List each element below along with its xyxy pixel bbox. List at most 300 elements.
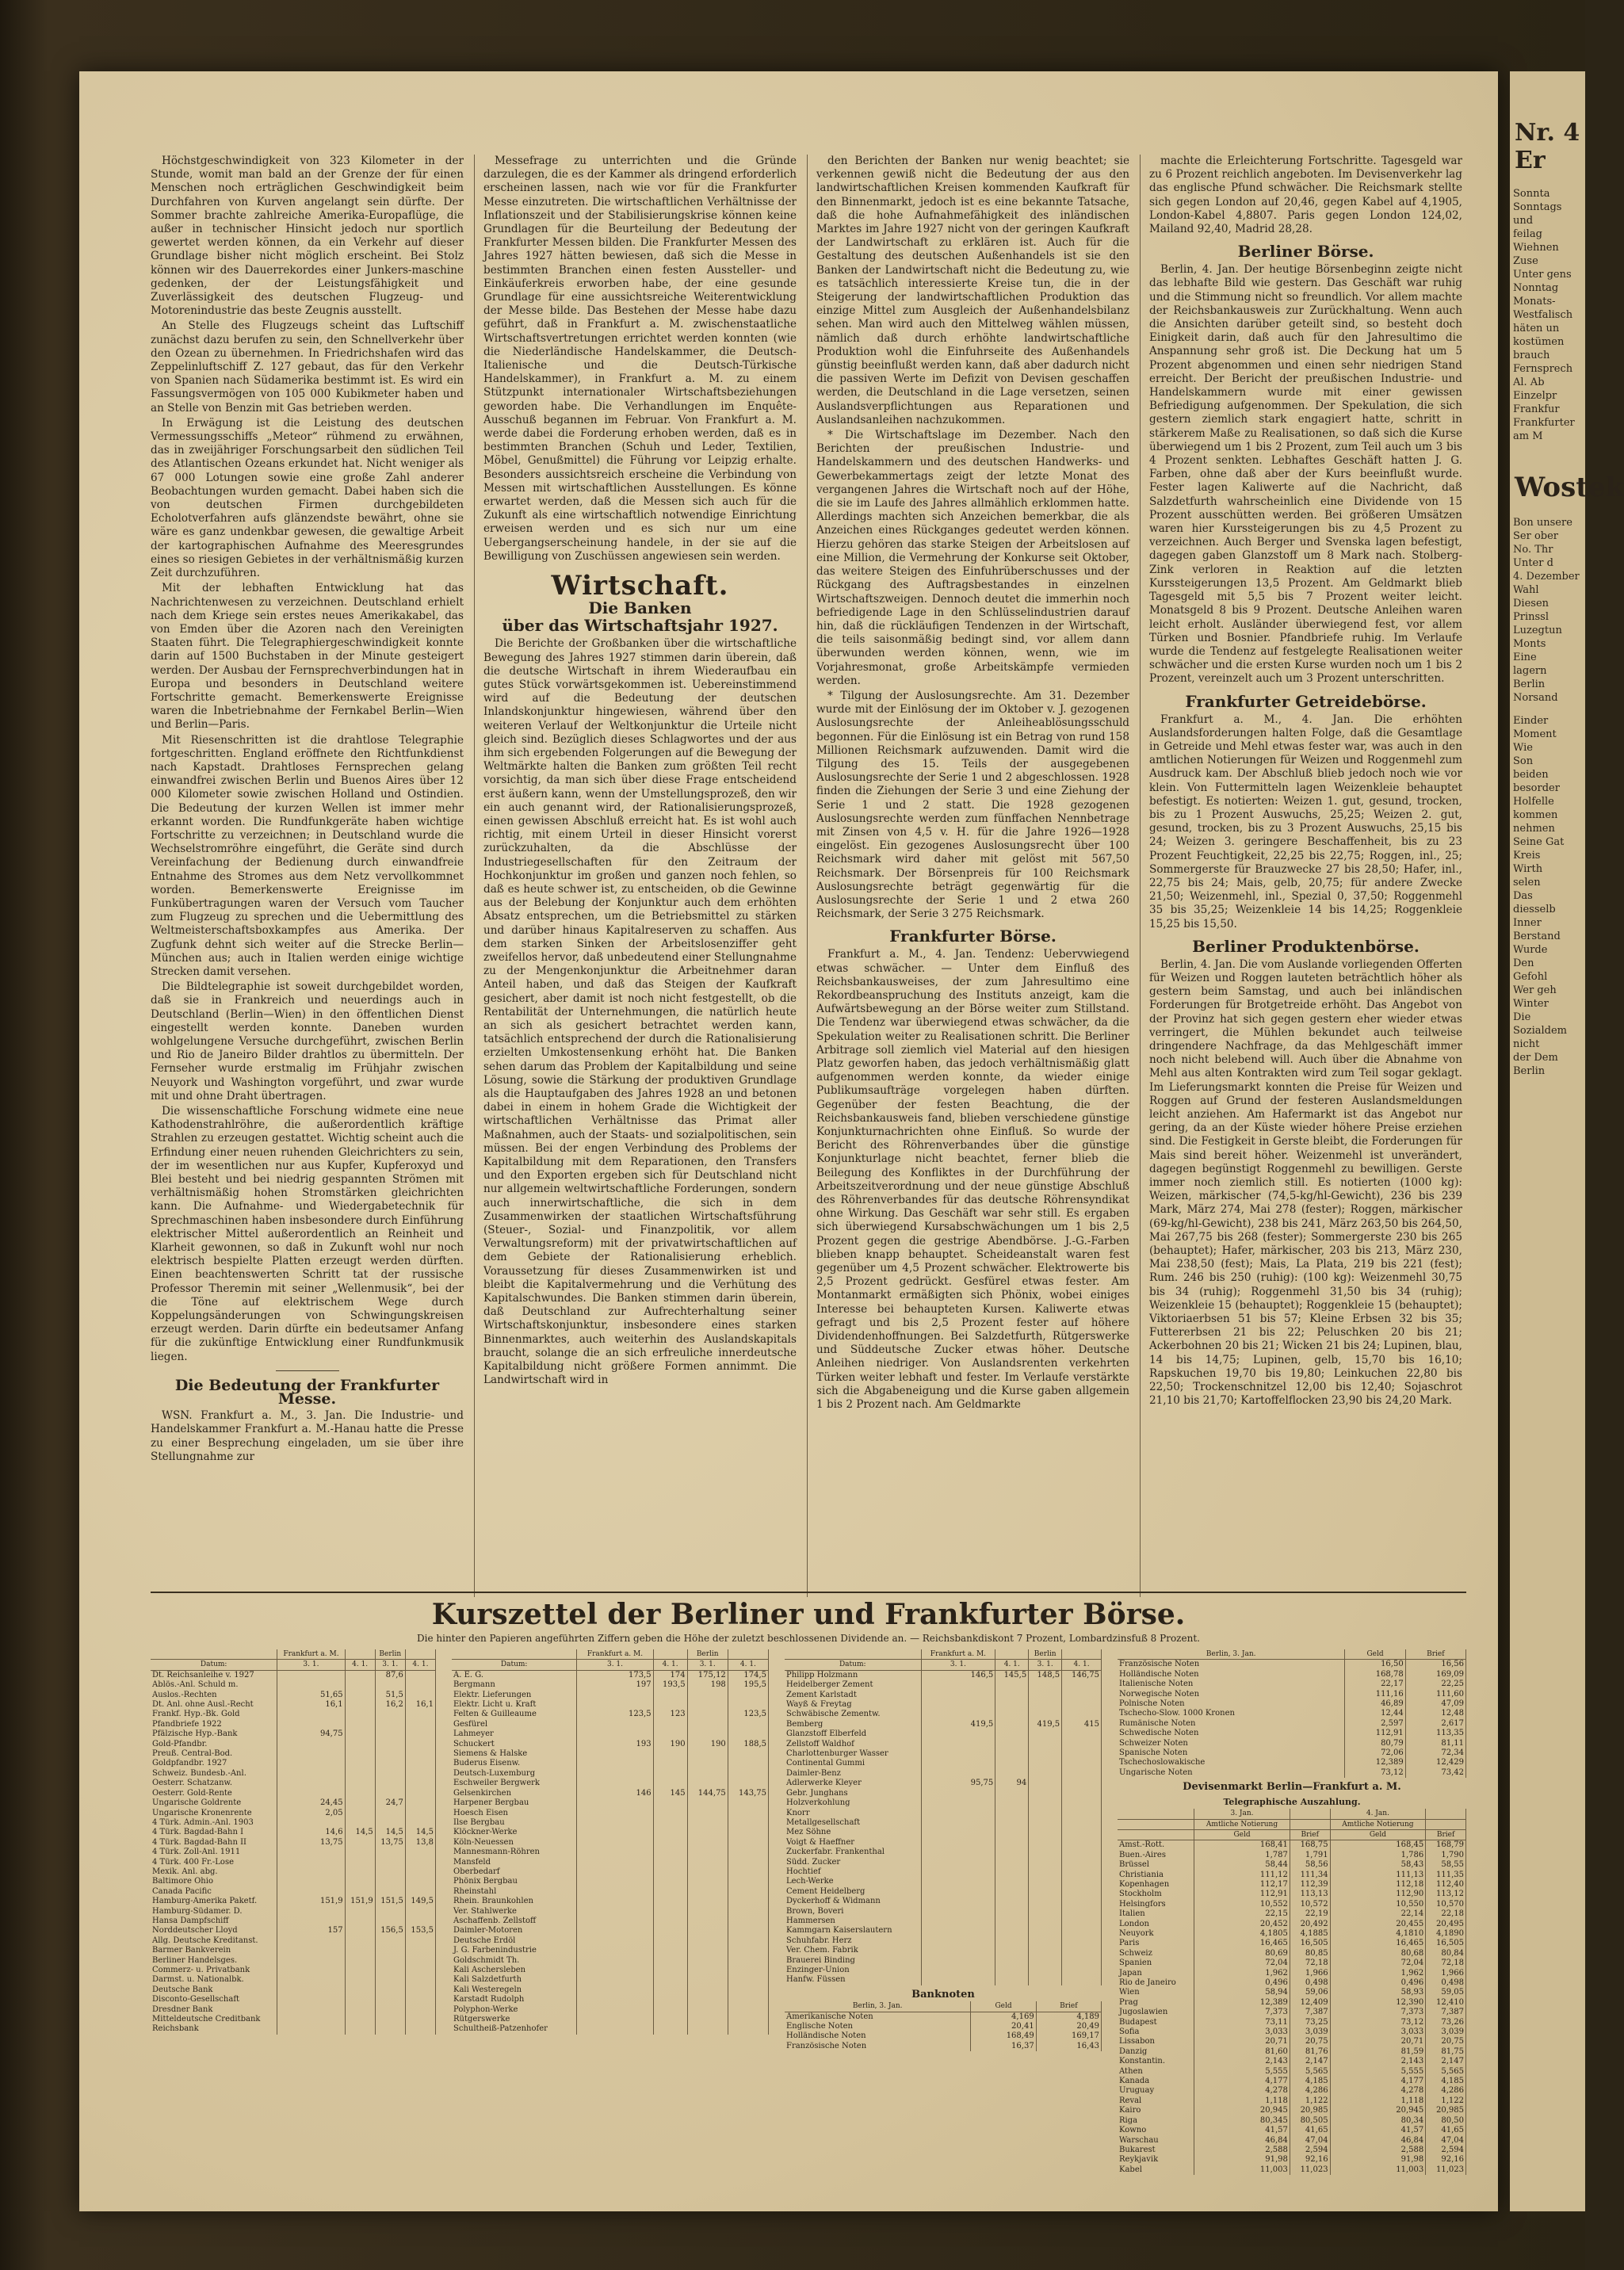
cell-value: 11,003 <box>1330 2165 1426 2175</box>
cell-value <box>345 1936 375 1946</box>
table-row <box>785 1680 1102 1690</box>
cell-value: 94 <box>995 1779 1029 1788</box>
table-row <box>452 1769 769 1779</box>
table-row <box>151 1966 436 1975</box>
cell-value <box>345 1818 375 1828</box>
cell-value: 4,286 <box>1290 2086 1330 2096</box>
cell-value <box>728 1691 768 1700</box>
cell-value <box>653 1956 687 1966</box>
cell-value: 16,505 <box>1426 1939 1466 1948</box>
cell-value <box>728 2024 768 2034</box>
frankfurt-boerse-text: Frankfurt a. M., 4. Jan. Tendenz: Uebervwiegend etwas schwächer. — Unter dem Einfluß des Reichsbankausweises, der zum Jahresultimo eine Rekordbeanspruchung des Instituts anzeigt, kam die Aufwärtsbewegung an der Börse weiter zum Stillstand. Die Tendenz war überwiegend etwas schwächer, da die Spekulation weiter zu Realisationen schritt. Die Berliner Arbitrage soll ziemlich viel Material auf den hiesigen Platz geworfen haben, das jedoch verhältnismäßig glatt aufgenommen werden konnte, da wieder einige Publikumsaufträge vorgelegen haben dürften. Gegenüber der festen Beachtung, die der Reichsbankausweis fand, blieben verschiedene günstige Konjunkturnachrichten ohne Einfluß. So wurde der Bericht des Röhrenverbandes über die günstige Konjunkturlage nicht beachtet, ferner blieb die Beilegung des Konfliktes in der Durchführung der Arbeitszeitverordnung und der neue günstige Abschluß des Röhrenverbandes für das deutsche Röhrensyndikat ohne Wirkung. Das Geschäft war sehr still. Es ergaben sich überwiegend Kursabschwächungen um 1 bis 2,5 Prozent gegen die gestrige Abendbörse. J.-G.-Farben blieben knapp behauptet. Scheideanstalt waren fest gegenüber um 4,5 Prozent schwächer. Elektrowerte bis 2,5 Prozent gedrückt. Gesfürel etwas fester. Am Montanmarkt ermäßigten sich Phönix, wobei einiges Interesse bei behaupteten Kursen. Kaliwerte etwas gefragt und bis 2,5 Prozent fester auf höhere Dividendenhoffnungen. Bei Salzdetfurth, Rütgerswerke und Süddeutsche Zucker etwas höher. Deutsche Anleihen niedriger. Von Auslandsrenten verkehrten Türken weiter lebhaft und fester. Im Verlaufe verstärkte sich die Abgabeneigung und die Kurse gaben allgemein 1 bis 2 Prozent nach. Am Geldmarkte <box>816 948 1129 1412</box>
cell-value: 146 <box>577 1789 653 1798</box>
cell-value <box>995 1749 1029 1759</box>
kurszettel <box>151 1597 1466 2174</box>
cell-value <box>1029 1936 1062 1946</box>
cell-value <box>995 1858 1029 1867</box>
row-label <box>1118 1819 1194 1829</box>
row-label: Kali Aschersleben <box>452 1966 577 1975</box>
cell-value <box>728 1649 768 1660</box>
cell-value <box>277 1867 345 1877</box>
cell-value <box>1062 1966 1102 1975</box>
cell-value <box>995 1887 1029 1897</box>
cell-value: 20,495 <box>1426 1920 1466 1929</box>
paragraph: den Berichten der Banken nur wenig beachtet; sie verkennen gewiß nicht die Bedeutung der aus den landwirtschaftlichen Kreisen kommenden Kaufkraft für den Binnenmarkt, jedoch ist es eine bekannte Tatsache, daß die hohe Aufnahmefähigkeit des inländischen Marktes im Jahre 1927 nicht von der geringen Kaufkraft der Landwirtschaft zu erklären ist. Auch für die Gestaltung des deutschen Außenhandels ist sie den Banken der Landwirtschaft nicht die Bedeutung zu, wie es tatsächlich interessierte Kreise tun, die in der Steigerung der landwirtschaftlichen Produktion das einzige Mittel zum Ausgleich der Außenhandelsbilanz sehen. Man wird auch den Mittelweg wählen müssen, nämlich daß durch erhöhte landwirtschaftliche Produktion wohl die Einfuhrseite des Außenhandels günstig beeinflußt werden kann, daß aber dadurch nicht die passiven Werte im Defizit von Devisen geschaffen werden, die Deutschland in die Lage versetzen, seinen Auslandsverpflichtungen aus Reparationen und Auslandsanleihen nachzukommen. <box>816 155 1129 426</box>
cell-value <box>687 2005 728 2015</box>
cell-value <box>577 1729 653 1739</box>
row-label: Voigt & Haeffner <box>785 1838 921 1848</box>
cell-value: 81,76 <box>1290 2047 1330 2057</box>
cell-value: 174,5 <box>728 1670 768 1680</box>
cell-value <box>921 1749 995 1759</box>
table-row <box>1118 2057 1466 2066</box>
row-label: Disconto-Gesellschaft <box>151 1995 277 2004</box>
cell-value <box>995 1700 1029 1710</box>
cell-value: 11,023 <box>1290 2165 1330 2175</box>
table-row <box>151 1975 436 1985</box>
cell-value <box>687 1769 728 1779</box>
cell-value <box>1029 1789 1062 1798</box>
cell-value <box>405 1877 435 1886</box>
cell-value: 415 <box>1062 1720 1102 1729</box>
table-row <box>1118 2047 1466 2057</box>
table-row <box>785 1789 1102 1798</box>
table-row <box>151 1887 436 1897</box>
cell-value <box>653 1729 687 1739</box>
row-label: Englische Noten <box>785 2022 971 2031</box>
cell-value <box>653 1917 687 1926</box>
cell-value <box>405 1779 435 1788</box>
cell-value <box>653 2005 687 2015</box>
row-label: Datum: <box>151 1660 277 1670</box>
cell-value <box>277 1887 345 1897</box>
cell-value: 20,49 <box>1036 2022 1101 2031</box>
cell-value: 1,962 <box>1330 1969 1426 1978</box>
cell-value <box>375 1848 405 1857</box>
cell-value: 47,04 <box>1290 2136 1330 2146</box>
table-row <box>452 1838 769 1848</box>
cell-value: 174 <box>653 1670 687 1680</box>
table-row <box>1118 2136 1466 2146</box>
row-label: Französische Noten <box>785 2042 971 2051</box>
row-label: Hansa Dampfschiff <box>151 1917 277 1926</box>
cell-value <box>345 1749 375 1759</box>
cell-value <box>653 1769 687 1779</box>
cell-value <box>995 1907 1029 1917</box>
cell-value: Amtliche Notierung <box>1194 1819 1290 1829</box>
table-row <box>151 1838 436 1848</box>
row-label: Hoesch Eisen <box>452 1809 577 1818</box>
cell-value: 72,04 <box>1194 1959 1290 1968</box>
cell-value <box>405 1975 435 1985</box>
cell-value <box>728 1975 768 1985</box>
cell-value: 1,966 <box>1426 1969 1466 1978</box>
cell-value: 168,49 <box>971 2031 1036 2041</box>
row-label: Datum: <box>452 1660 577 1670</box>
cell-value <box>921 1828 995 1837</box>
cell-value: 123 <box>653 1710 687 1719</box>
cell-value: 123,5 <box>728 1710 768 1719</box>
cell-value <box>345 1907 375 1917</box>
cell-value: Frankfurt a. M. <box>921 1649 995 1660</box>
cell-value: 2,594 <box>1426 2146 1466 2155</box>
cell-value <box>577 1887 653 1897</box>
table-row <box>785 1769 1102 1779</box>
table-row <box>452 1926 769 1936</box>
row-label: Deutsche Erdöl <box>452 1936 577 1946</box>
row-label: Harpener Bergbau <box>452 1798 577 1808</box>
row-label: Italien <box>1118 1909 1194 1919</box>
cell-value <box>405 1729 435 1739</box>
cell-value: 112,39 <box>1290 1880 1330 1890</box>
stock-table-2 <box>452 1649 769 2165</box>
berlin-boerse-text: Berlin, 4. Jan. Der heutige Börsenbeginn zeigte nicht das lebhafte Bild wie gestern. Das Geschäft war ruhig und die Stimmung nicht so freundlich. Vor allem machte der Reichsbankausweis zur Zurückhaltung. Wenn auch die Ansichten darüber geteilt sind, so besteht doch Einigkeit darin, daß auch für den Jahresultimo die Anspannung sehr groß ist. Die Deckung hat um 5 Prozent abgenommen und einen sehr niedrigen Stand erreicht. Der Bericht der preußischen Industrie- und Handelskammern wurde mit einer gewissen Befriedigung aufgenommen. Der Spekulation, die sich gestern ziemlich stark engagiert hatte, schritt in stärkerem Maße zu Realisationen, so daß sich die Kurse überwiegend um 1 bis 2 Prozent, zum Teil auch um 3 bis 4 Prozent senkten. Lebhaftes Geschäft hatten J. G. Farben, ohne daß aber der Kurs beeinflußt wurde. Fester lagen Kaliwerte auf die Nachricht, daß Salzdetfurth wahrscheinlich eine Dividende von 15 Prozent ausschütten werden. Bei größeren Umsätzen waren hier Kurssteigerungen bis zu 4,5 Prozent zu verzeichnen. Auch Berger und Svenska lagen befestigt, dagegen gaben Glanzstoff um 8 Mark nach. Stolberg-Zink verloren in Reaktion auf die letzten Kurssteigerungen 13,5 Prozent. Am Geldmarkt blieb Tagesgeld mit 5,5 bis 7 Prozent weiter leicht. Monatsgeld 8 bis 9 Prozent. Deutsche Anleihen waren leicht erholt. Ausländer überwiegend fest, vor allem Türken und Bosnier. Pfandbriefe ruhig. Im Verlaufe wurde die Tendenz auf festgelegte Realisationen weiter schwächer und die ersten Kurse wurden noch um 1 bis 2 Prozent, vereinzelt auch um 3 Prozent unterschritten. <box>1149 263 1462 686</box>
cell-value: 113,12 <box>1426 1890 1466 1899</box>
table-header <box>452 1649 769 1660</box>
cell-value <box>1062 1680 1102 1690</box>
cell-value <box>687 1838 728 1848</box>
cell-value: 24,45 <box>277 1798 345 1808</box>
cell-value <box>277 1720 345 1729</box>
cell-value <box>405 1887 435 1897</box>
table-row <box>785 1926 1102 1936</box>
cell-value <box>277 1917 345 1926</box>
row-label: Datum: <box>785 1660 921 1670</box>
cell-value: 81,60 <box>1194 2047 1290 2057</box>
cell-value <box>405 1917 435 1926</box>
row-label: 4 Türk. Bagdad-Bahn I <box>151 1828 277 1837</box>
cell-value <box>375 1749 405 1759</box>
cell-value <box>687 1700 728 1710</box>
cell-value: 0,496 <box>1330 1978 1426 1988</box>
cell-value <box>1029 1926 1062 1936</box>
cell-value: 20,492 <box>1290 1920 1330 1929</box>
cell-value <box>375 1907 405 1917</box>
table-row <box>151 1926 436 1936</box>
cell-value <box>728 1985 768 1995</box>
row-label: Mannesmann-Röhren <box>452 1848 577 1857</box>
cell-value: 1,122 <box>1426 2096 1466 2106</box>
cell-value <box>1029 1798 1062 1808</box>
table-row <box>1118 2086 1466 2096</box>
table-row <box>785 1946 1102 1955</box>
cell-value <box>277 1848 345 1857</box>
row-label: Canada Pacific <box>151 1887 277 1897</box>
cell-value <box>345 1946 375 1955</box>
column-2 <box>483 155 797 1597</box>
cell-value: 72,06 <box>1345 1748 1405 1758</box>
table-row <box>785 1828 1102 1837</box>
table-row <box>785 1838 1102 1848</box>
cell-value <box>345 1740 375 1749</box>
cell-value: 1,787 <box>1194 1851 1290 1860</box>
cell-value <box>728 2005 768 2015</box>
row-label: Preuß. Central-Bod. <box>151 1749 277 1759</box>
paragraph: * Tilgung der Auslosungsrechte. Am 31. Dezember wurde mit der Einlösung der im Oktober v. J. gezogenen Auslosungsrechte der Anleiheablösungsschuld begonnen. Für die Einlösung ist ein Betrag von rund 158 Millionen Reichsmark aufzuwenden. Damit wird die Tilgung des 15. Teils der ausgegebenen Auslosungsrechte der Serie 1 und 2 abgeschlossen. 1928 finden die Ziehungen der Serie 3 und eine Ziehung der Serie 1 und 2 statt. Die 1928 gezogenen Auslosungsrechte werden zum fünffachen Nennbetrage mit Zinsen von 4,5 v. H. für die Jahre 1926—1928 eingelöst. Ein gezogenes Auslosungsrecht über 100 Reichsmark wird daher mit gelöst mit 567,50 Reichsmark. Der Börsenpreis für 100 Reichsmark Auslosungsrechte beträgt gegenwärtig für die Auslosungsrechte der Serie 1 und 2 etwa 260 Reichsmark, der Serie 3 275 Reichsmark. <box>816 689 1130 921</box>
cell-value: 188,5 <box>728 1740 768 1749</box>
table-row <box>452 1877 769 1886</box>
cell-value <box>577 1897 653 1906</box>
row-label: Riga <box>1118 2116 1194 2126</box>
table-subheader <box>1118 1819 1466 1829</box>
table-row <box>785 1798 1102 1808</box>
cell-value <box>405 1936 435 1946</box>
row-label: Philipp Holzmann <box>785 1670 921 1680</box>
row-label: Mansfeld <box>452 1858 577 1867</box>
cell-value <box>277 1670 345 1680</box>
cell-value <box>921 1858 995 1867</box>
row-label: Karstadt Rudolph <box>452 1995 577 2004</box>
cell-value: 2,147 <box>1290 2057 1330 2066</box>
kurszettel-title: Kurszettel der Berliner und Frankfurter Börse. <box>431 1598 1186 1631</box>
table-row <box>452 1680 769 1690</box>
cell-value <box>728 1995 768 2004</box>
cell-value: 16,465 <box>1194 1939 1290 1948</box>
cell-value <box>345 1759 375 1768</box>
table-row <box>785 1887 1102 1897</box>
cell-value <box>577 1985 653 1995</box>
cell-value: 1,966 <box>1290 1969 1330 1978</box>
cell-value <box>921 1926 995 1936</box>
cell-value: 2,588 <box>1194 2146 1290 2155</box>
cell-value <box>345 1877 375 1886</box>
cell-value <box>653 1985 687 1995</box>
row-label: Lech-Werke <box>785 1877 921 1886</box>
row-label: Commerz- u. Privatbank <box>151 1966 277 1975</box>
table-row <box>452 1789 769 1798</box>
row-label: Paris <box>1118 1939 1194 1948</box>
cell-value: 73,26 <box>1426 2018 1466 2027</box>
cell-value <box>921 1789 995 1798</box>
cell-value <box>1062 1877 1102 1886</box>
cell-value <box>653 1828 687 1837</box>
cell-value <box>277 2015 345 2024</box>
cell-value <box>277 1936 345 1946</box>
cell-value: 419,5 <box>921 1720 995 1729</box>
cell-value <box>921 1769 995 1779</box>
paragraph: Die wissenschaftliche Forschung widmete eine neue Kathodenstrahlröhre, die außerordentlich kräftige Strahlen zu erzeugen gestattet. Wichtig scheint auch die Erfindung einer neuen ruhenden Gleichrichters zu sein, der im wesentlichen nur aus Kupfer, Kupferoxyd und Blei besteht und bei niedrig gespannten Strömen mit verhältnismäßig hohen Stromstärken gleichrichten kann. Die Aufnahme- und Wiedergabetechnik für Sprechmaschinen haben insbesondere durch Einführung elektrischer Mittel außerordentlich an Reinheit und Klarheit gewonnen, so daß in Zukunft wohl nur noch elektrisch bespielte Platten erzeugt werden dürften. Einen beachtenswerten Schritt tat der russische Professor Theremin mit seiner „Wellenmusik“, bei der die Töne auf elektrischem Wege durch Koppelungsänderungen von Schwingungskreisen erzeugt werden. Darin dürfte ein bedeutsamer Anfang für die zukünftige Entwicklung einer Rundfunkmusik liegen. <box>151 1105 464 1363</box>
cell-value <box>1029 1887 1062 1897</box>
cell-value <box>995 1809 1029 1818</box>
cell-value: Brief <box>1405 1649 1465 1660</box>
cell-value <box>1029 1809 1062 1818</box>
cell-value <box>1426 1809 1466 1819</box>
row-label: Rhein. Braunkohlen <box>452 1897 577 1906</box>
banks-article-body <box>483 637 797 1387</box>
table-row <box>1118 1768 1466 1778</box>
cell-value <box>345 1779 375 1788</box>
cell-value <box>1029 1828 1062 1837</box>
cell-value <box>405 1907 435 1917</box>
cell-value: 2,617 <box>1405 1719 1465 1729</box>
row-label <box>1118 1829 1194 1840</box>
cell-value <box>277 1877 345 1886</box>
cell-value <box>653 1649 687 1660</box>
cell-value: 16,1 <box>277 1700 345 1710</box>
cell-value <box>1029 1710 1062 1719</box>
row-label: Daimler-Benz <box>785 1769 921 1779</box>
cell-value: 146,5 <box>921 1670 995 1680</box>
cell-value <box>995 1877 1029 1886</box>
cell-value: 16,37 <box>971 2042 1036 2051</box>
cell-value: Frankfurt a. M. <box>277 1649 345 1660</box>
cell-value: Brief <box>1426 1829 1466 1840</box>
cell-value: 4,278 <box>1330 2086 1426 2096</box>
cell-value: 46,84 <box>1330 2136 1426 2146</box>
cell-value: 151,5 <box>375 1897 405 1906</box>
cell-value <box>375 1877 405 1886</box>
row-label: Danzig <box>1118 2047 1194 2057</box>
cell-value <box>921 1966 995 1975</box>
table-row <box>1118 1729 1466 1738</box>
cell-value: 94,75 <box>277 1729 345 1739</box>
cell-value <box>921 1917 995 1926</box>
row-label: Kabel <box>1118 2165 1194 2175</box>
cell-value <box>1062 1956 1102 1966</box>
cell-value <box>375 1966 405 1975</box>
row-label: Adlerwerke Kleyer <box>785 1779 921 1788</box>
cell-value <box>277 1985 345 1995</box>
row-label: Schweizer Noten <box>1118 1739 1345 1748</box>
cell-value: 22,18 <box>1426 1909 1466 1919</box>
table-row <box>452 1867 769 1877</box>
cell-value <box>995 1710 1029 1719</box>
cell-value <box>1062 1838 1102 1848</box>
cell-value <box>277 1995 345 2004</box>
cell-value: 145,5 <box>995 1670 1029 1680</box>
table-row <box>452 1779 769 1788</box>
cell-value: 198 <box>687 1680 728 1690</box>
row-label: Sofia <box>1118 2027 1194 2037</box>
cell-value <box>577 2005 653 2015</box>
cell-value: 59,06 <box>1290 1988 1330 1997</box>
cell-value: 4,1885 <box>1290 1929 1330 1939</box>
cell-value <box>921 1740 995 1749</box>
section-title-wirtschaft: Wirtschaft. <box>551 570 729 602</box>
table-row <box>452 1966 769 1975</box>
cell-value <box>345 2015 375 2024</box>
row-label: Reichsbank <box>151 2024 277 2034</box>
cell-value: 112,40 <box>1426 1880 1466 1890</box>
cell-value: 41,57 <box>1330 2126 1426 2135</box>
cell-value <box>995 1691 1029 1700</box>
cell-value: 47,04 <box>1426 2136 1466 2146</box>
row-label: Rio de Janeiro <box>1118 1978 1194 1988</box>
cell-value: 153,5 <box>405 1926 435 1936</box>
cell-value <box>1062 1649 1102 1660</box>
cell-value <box>345 1848 375 1857</box>
cell-value: 41,65 <box>1426 2126 1466 2135</box>
cell-value: 95,75 <box>921 1779 995 1788</box>
table-row <box>1118 1758 1466 1767</box>
cell-value <box>345 1809 375 1818</box>
cell-value <box>1029 1966 1062 1975</box>
cell-value: 419,5 <box>1029 1720 1062 1729</box>
cell-value <box>995 1838 1029 1848</box>
table-row <box>785 1759 1102 1768</box>
cell-value <box>405 1848 435 1857</box>
cell-value <box>653 1887 687 1897</box>
cell-value: 16,505 <box>1290 1939 1330 1948</box>
cell-value: 169,17 <box>1036 2031 1101 2041</box>
table-row <box>452 1700 769 1710</box>
cell-value <box>1062 1926 1102 1936</box>
row-label: A. E. G. <box>452 1670 577 1680</box>
row-label: Konstantin. <box>1118 2057 1194 2066</box>
cell-value: 149,5 <box>405 1897 435 1906</box>
devisen-title: Devisenmarkt Berlin—Frankfurt a. M. <box>1183 1781 1401 1794</box>
cell-value <box>995 1680 1029 1690</box>
cell-value: 22,19 <box>1290 1909 1330 1919</box>
row-label: Schuhfabr. Herz <box>785 1936 921 1946</box>
paragraph: * Die Wirtschaftslage im Dezember. Nach den Berichten der preußischen Industrie- und Handelskammern und des deutschen Handwerks- und Gewerbekammertags zeigt der letzte Monat des vergangenen Jahres die Wirtschaft noch auf der Höhe, die sie im Laufe des Jahres allmählich erklommen hatte. Allerdings machten sich Anzeichen bemerkbar, die als Anzeichen eines Rückganges gedeutet werden können. Hierzu gehören das starke Steigen der Arbeitslosen auf eine Million, die Vermehrung der Konkurse seit Oktober, das weitere Steigen des Einfuhrüberschusses und der Rückgang des Auftragsbestandes in einzelnen Wirtschaftszweigen. Dennoch deutet die immerhin noch befriedigende Lage in den Schlüsselindustrien darauf hin, daß die rückläufigen Tendenzen in der Wirtschaft, die teils saisonmäßig bedingt sind, vor allem dann überwunden werden können, wenn, wie im Vorjahresmonat, große Arbeitskämpfe vermieden werden. <box>816 429 1129 687</box>
table-row <box>785 1858 1102 1867</box>
table-row <box>1118 1920 1466 1929</box>
cell-value <box>375 1985 405 1995</box>
row-label: Buderus Eisenw. <box>452 1759 577 1768</box>
cell-value: 91,98 <box>1194 2155 1290 2165</box>
table-row <box>151 1691 436 1700</box>
cell-value: 20,41 <box>971 2022 1036 2031</box>
cell-value <box>345 1838 375 1848</box>
row-label: Hanfw. Füssen <box>785 1975 921 1985</box>
table-row <box>1118 1680 1466 1689</box>
cell-value <box>375 1779 405 1788</box>
row-label: Uruguay <box>1118 2086 1194 2096</box>
row-label: 4 Türk. Zoll-Anl. 1911 <box>151 1848 277 1857</box>
row-label: Hamburg-Südamer. D. <box>151 1907 277 1917</box>
cell-value: 4. 1. <box>405 1660 435 1670</box>
table-row <box>1118 2126 1466 2135</box>
row-label: Reval <box>1118 2096 1194 2106</box>
cell-value <box>921 1956 995 1966</box>
cell-value <box>375 1769 405 1779</box>
cell-value <box>577 1946 653 1955</box>
cell-value: 195,5 <box>728 1680 768 1690</box>
cell-value <box>687 1887 728 1897</box>
table-row <box>452 1946 769 1955</box>
row-label: Holzverkohlung <box>785 1798 921 1808</box>
cell-value: 143,75 <box>728 1789 768 1798</box>
cell-value: Berlin <box>1029 1649 1062 1660</box>
row-label: Gold-Pfandbr. <box>151 1740 277 1749</box>
cell-value: 168,45 <box>1330 1840 1426 1851</box>
cell-value <box>577 1720 653 1729</box>
cell-value <box>995 1798 1029 1808</box>
table-row <box>452 1985 769 1995</box>
cell-value: 80,79 <box>1345 1739 1405 1748</box>
cell-value: 20,75 <box>1426 2037 1466 2046</box>
cell-value: 14,5 <box>405 1828 435 1837</box>
cell-value <box>728 1917 768 1926</box>
table-row <box>151 1858 436 1867</box>
cell-value <box>577 1779 653 1788</box>
cell-value: 157 <box>277 1926 345 1936</box>
row-label: Glanzstoff Elberfeld <box>785 1729 921 1739</box>
table-row <box>452 1995 769 2004</box>
table-row <box>151 1720 436 1729</box>
cell-value <box>375 2024 405 2034</box>
cell-value <box>277 1779 345 1788</box>
cell-value <box>345 1729 375 1739</box>
cell-value <box>687 1779 728 1788</box>
row-label: Cement Heidelberg <box>785 1887 921 1897</box>
cell-value <box>921 1907 995 1917</box>
row-label <box>1118 1809 1194 1819</box>
cell-value <box>687 1749 728 1759</box>
cell-value: 58,93 <box>1330 1988 1426 1997</box>
row-label: Berlin, 3. Jan. <box>1118 1649 1345 1660</box>
